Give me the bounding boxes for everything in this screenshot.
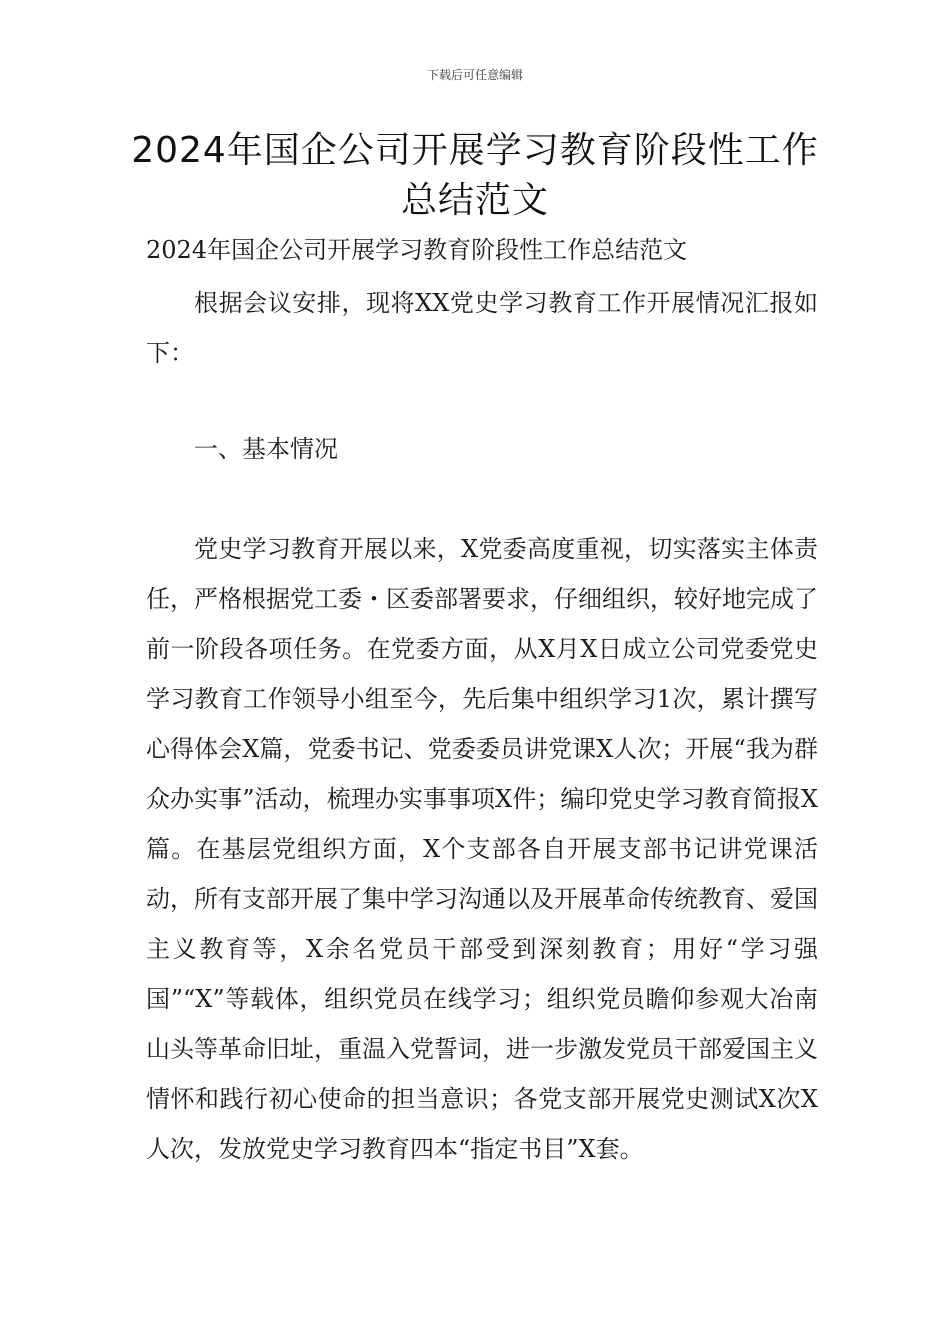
document-title: 2024年国企公司开展学习教育阶段性工作总结范文: [131, 130, 819, 221]
section-heading: 一、基本情况: [194, 435, 338, 463]
intro-paragraph: 根据会议安排，现将XX党史学习教育工作开展情况汇报如下：: [146, 289, 818, 367]
body-paragraph: 党史学习教育开展以来，X党委高度重视，切实落实主体责任，严格根据党工委・区委部署要求，仔细组织，较好地完成了前一阶段各项任务。在党委方面，从X月X日成立公司党委党史学习教育工作领导小组至今，先后集中组织学习1次，累计撰写心得体会X篇，党委书记、党委委员讲党课X人次；开展“我为群众办实事”活动，梳理办实事事项X件；编印党史学习教育简报X篇。在基层党组织方面，X个支部各自开展支部书记讲党课活动，所有支部开展了集中学习沟通以及开展革命传统教育、爱国主义教育等，X余名党员干部受到深刻教育；用好“学习强国”“X”等载体，组织党员在线学习；组织党员瞻仰参观大冶南山头等革命旧址，重温入党誓词，进一步激发党员干部爱国主义情怀和践行初心使命的担当意识；各党支部开展党史测试X次X人次，发放党史学习教育四本“指定书目”X套。: [146, 535, 818, 1163]
document-subtitle: 2024年国企公司开展学习教育阶段性工作总结范文: [146, 236, 688, 264]
header-note: 下载后可任意编辑: [426, 68, 523, 82]
